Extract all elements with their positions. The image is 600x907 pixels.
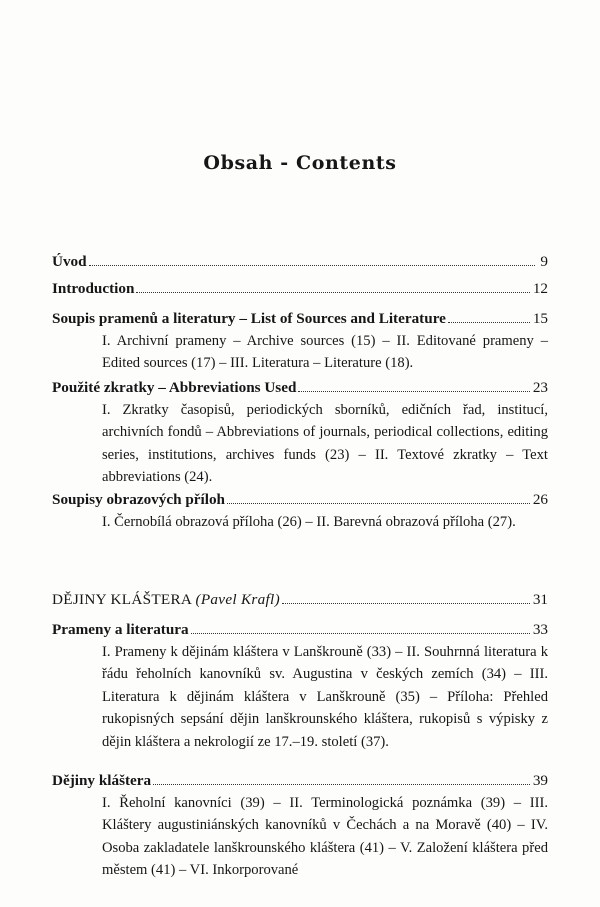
dot-leader xyxy=(448,322,530,323)
toc-entry-description: I. Zkratky časopisů, periodických sborníků, edičních řad, institucí, archivních fondů – Abbreviations of journals, periodical collections, editing series, institutions, archives funds (23) – II. Textové zkratky – Text abbreviations (24). xyxy=(102,402,548,486)
toc-entry-description: I. Archivní prameny – Archive sources (15) – II. Editované prameny – Edited sources (17) – III. Literatura – Literature (18). xyxy=(102,333,548,372)
toc-page-number: 23 xyxy=(532,379,548,396)
toc-entry-uvod xyxy=(52,251,548,273)
toc-entry-label: Soupis pramenů a literatury – List of Sources and Literature xyxy=(52,310,446,327)
toc-entry-history-section xyxy=(52,589,548,611)
toc-page-number: 12 xyxy=(532,280,548,297)
toc-entry-label xyxy=(52,589,280,611)
dot-leader xyxy=(89,265,535,266)
page-title: Obsah - Contents xyxy=(203,152,397,174)
toc-page-number: 31 xyxy=(532,591,548,608)
toc-line xyxy=(52,377,548,399)
section-author: (Pavel Krafl) xyxy=(195,591,280,608)
toc-entry-introduction xyxy=(52,278,548,300)
dot-leader xyxy=(191,633,530,634)
dot-leader xyxy=(282,603,530,604)
toc-entry-label: Soupisy obrazových příloh xyxy=(52,491,226,508)
toc-line xyxy=(52,589,548,611)
toc-line xyxy=(52,770,548,792)
toc-line xyxy=(52,308,548,330)
toc-page-number: 26 xyxy=(532,491,548,508)
dot-leader xyxy=(298,391,529,392)
toc-entry-sources xyxy=(52,308,548,375)
toc-page-number: 9 xyxy=(540,253,548,270)
toc-entry-description: I. Prameny k dějinám kláštera v Lanškrouně (33) – II. Souhrnná literatura k řádu řeholních kanovníků sv. Augustina v českých zemích (34) – III. Literatura k dějinám kláštera v Lanškrouně (35) – Příloha: Přehled rukopisných sepsání dějin lanškrounského kláštera, rukopisů s výpisky z dějin kláštera a nekrologií ze 17.–19. století (37). xyxy=(102,644,548,750)
toc-line xyxy=(52,489,548,511)
toc-entry-description: I. Řeholní kanovníci (39) – II. Terminologická poznámka (39) – III. Kláštery augustiniánských kanovníků v Čechách a na Moravě (40) – IV. Osoba zakladatele lanškrounského kláštera (41) – V. Založení kláštera před městem (41) – VI. Inkorporované xyxy=(102,795,548,879)
dot-leader xyxy=(227,503,530,504)
toc-page-number: 15 xyxy=(532,310,548,327)
dot-leader xyxy=(136,292,529,293)
toc-entry-dejiny xyxy=(52,770,548,882)
toc-line xyxy=(52,251,548,273)
toc-line xyxy=(52,278,548,300)
toc-line xyxy=(52,619,548,641)
toc-page-number: 33 xyxy=(532,621,548,638)
toc-entry-label: Dějiny kláštera xyxy=(52,772,152,789)
toc-entry-prameny xyxy=(52,619,548,753)
toc-page-number: 39 xyxy=(532,772,548,789)
toc-entry-label: Introduction xyxy=(52,280,135,297)
toc-entry-description: I. Černobílá obrazová příloha (26) – II. Barevná obrazová příloha (27). xyxy=(102,514,516,530)
toc-entry-label: Prameny a literatura xyxy=(52,621,189,638)
toc-entry-abbreviations xyxy=(52,377,548,489)
toc-entry-illustrations xyxy=(52,489,548,533)
section-title: DĚJINY KLÁŠTERA xyxy=(52,591,192,608)
dot-leader xyxy=(153,784,530,785)
toc-entry-label: Použité zkratky – Abbreviations Used xyxy=(52,379,297,396)
toc-entry-label: Úvod xyxy=(52,253,87,270)
